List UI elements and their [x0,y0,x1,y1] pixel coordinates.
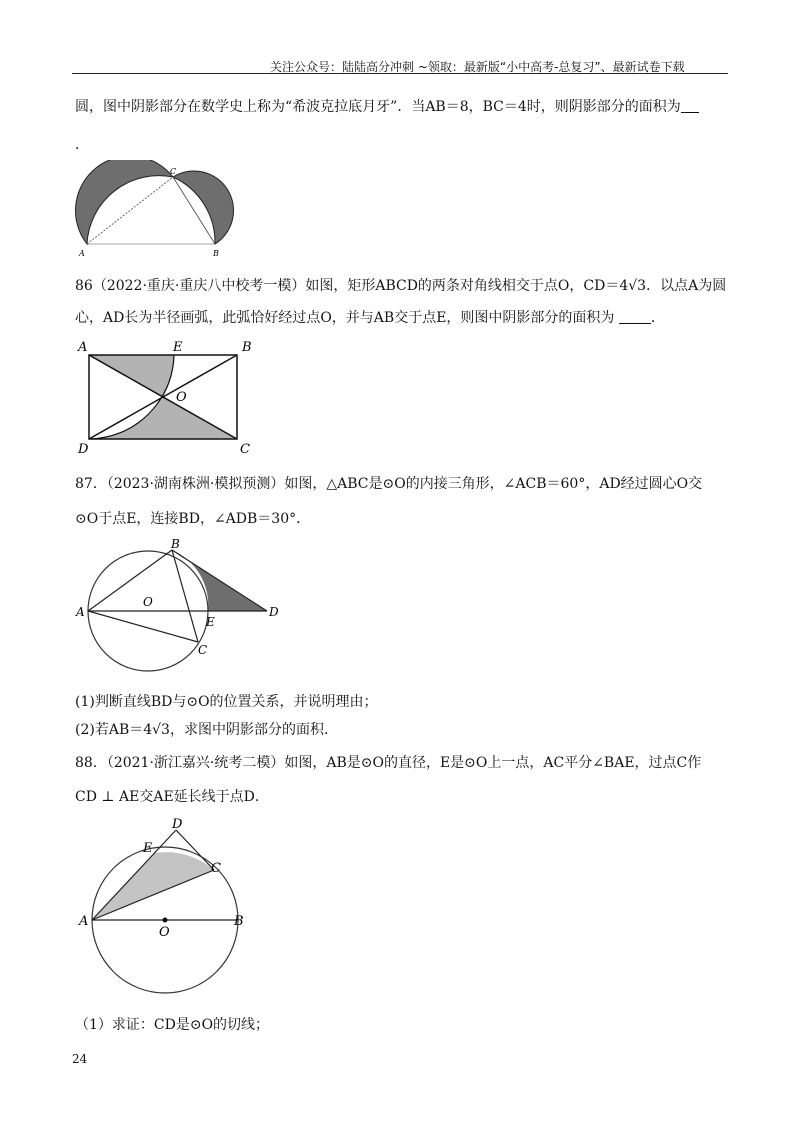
label-e: E [173,340,183,355]
q85-text: 圆，图中阴影部分在数学史上称为“希波克拉底月牙”．当AB＝8，BC＝4时，则阴影部分的面积为 [75,99,681,115]
segment-ab [88,550,172,611]
label-o: O [159,925,170,940]
label-e: E [206,615,215,629]
answer-blank [681,98,699,113]
q87-line2: ⊙O于点E，连接BD，∠ADB＝30°． [75,511,311,527]
q85-line2: ． [75,137,89,153]
segment-ac [88,611,198,642]
label-c: C [211,861,221,876]
label-b: B [242,340,252,355]
label-d: D [78,442,89,457]
answer-blank [619,309,651,324]
left-lune [76,160,173,244]
q88-sub1: （1）求证：CD是⊙O的切线； [75,1017,270,1033]
q87-sub1: (1)判断直线BD与⊙O的位置关系，并说明理由； [75,694,378,710]
label-o: O [176,390,187,405]
label-o: O [143,595,153,609]
label-e: E [143,841,153,856]
shaded-sector-region [89,355,174,397]
q87-sub2: (2)若AB＝4√3，求图中阴影部分的面积． [75,722,338,738]
label-c: C [240,442,250,457]
page-number: 24 [72,1052,88,1066]
label-c: C [198,643,208,657]
label-a: A [76,605,85,619]
q86-line1: 86（2022·重庆·重庆八中校考一模）如图，矩形ABCD的两条对角线相交于点O，CD＝4√3．以点A为圆 [75,278,727,294]
label-a: A [79,249,85,258]
label-d: D [269,605,279,619]
header-rule [72,73,728,74]
label-d: D [172,817,183,832]
q85-figure [70,160,250,260]
label-b: B [234,914,244,929]
q86-line2 [75,307,665,327]
q87-line1: 87．（2023·湖南株洲·模拟预测）如图，△ABC是⊙O的内接三角形，∠ACB＝60°，AD经过圆心O交 [75,476,703,492]
q88-line1: 88．（2021·浙江嘉兴·统考二模）如图，AB是⊙O的直径，E是⊙O上一点，AC平分∠BAE，过点C作 [75,755,702,771]
label-a: A [78,340,88,355]
label-a: A [79,914,89,929]
shaded-triangle-region [89,397,237,439]
q88-figure [70,812,270,1002]
label-b: B [213,249,219,258]
page-header: 关注公众号：陆陆高分冲刺 ~领取：最新版“小中高考-总复习”、最新试卷下载 [270,60,685,74]
label-c: C [170,167,177,176]
q87-figure [70,538,290,678]
q86-text: 心，AD长为半径画弧，此弧恰好经过点O，并与AB交于点E，则图中阴影部分的面积为 [75,310,615,326]
q86-end: ． [650,310,665,326]
q88-line2: CD ⊥ AE交AE延长线于点D． [75,789,269,805]
q85-line1 [75,96,699,116]
q86-figure [70,335,270,460]
right-lune [173,171,234,244]
center-dot [163,918,168,923]
shaded-region [92,852,214,920]
label-b: B [171,538,180,551]
